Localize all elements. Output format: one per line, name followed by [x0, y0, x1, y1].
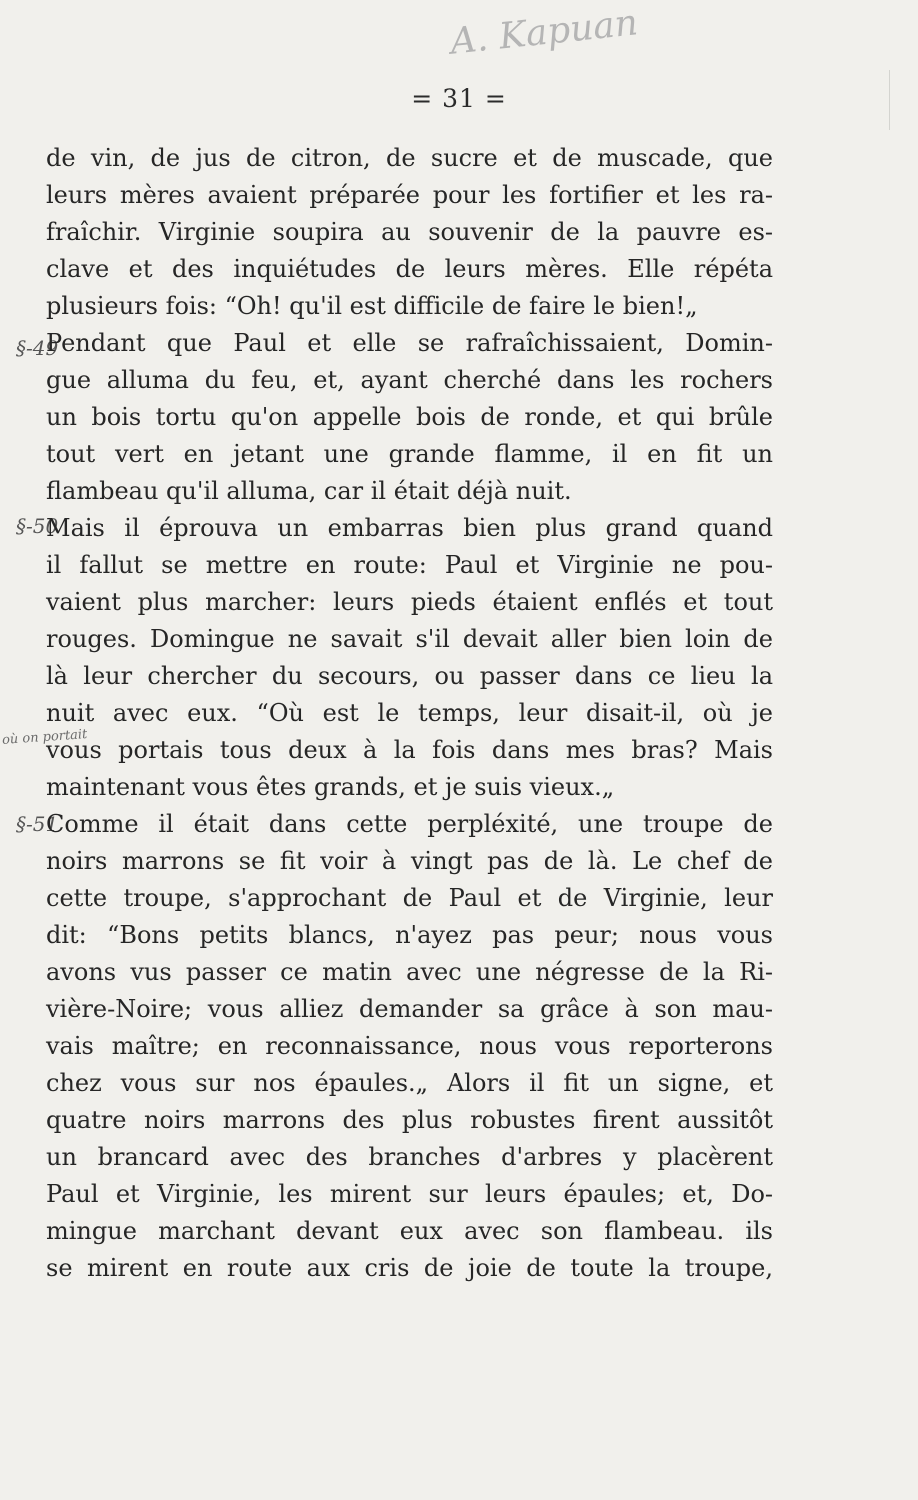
text-line: dit: “Bons petits blancs, n'ayez pas peur; nous vous	[46, 921, 773, 949]
text-line: avons vus passer ce matin avec une négresse de la Ri-	[46, 958, 773, 986]
margin-note-51: §-51	[16, 812, 59, 836]
text-line: un bois tortu qu'on appelle bois de ronde, et qui brûle	[46, 403, 773, 431]
margin-note-50: §-50	[16, 514, 59, 538]
text-line: mingue marchant devant eux avec son flambeau. ils	[46, 1217, 773, 1245]
text-line: fraîchir. Virginie soupira au souvenir de la pauvre es-	[46, 218, 773, 246]
text-line: clave et des inquiétudes de leurs mères. Elle répéta	[46, 255, 773, 283]
page-number: = 31 =	[411, 84, 507, 113]
text-line: rouges. Domingue ne savait s'il devait aller bien loin de	[46, 625, 773, 653]
handwritten-signature: A. Kapuan	[448, 2, 640, 63]
text-line: vaient plus marcher: leurs pieds étaient enflés et tout	[46, 588, 773, 616]
text-line: vais maître; en reconnaissance, nous vous reporterons	[46, 1032, 773, 1060]
text-line: flambeau qu'il alluma, car il était déjà nuit.	[46, 477, 572, 505]
text-line: noirs marrons se fit voir à vingt pas de là. Le chef de	[46, 847, 773, 875]
text-line: gue alluma du feu, et, ayant cherché dans les rochers	[46, 366, 773, 394]
text-line: Paul et Virginie, les mirent sur leurs épaules; et, Do-	[46, 1180, 773, 1208]
text-line: plusieurs fois: “Oh! qu'il est difficile de faire le bien!„	[46, 292, 698, 320]
text-line: vière-Noire; vous alliez demander sa grâce à son mau-	[46, 995, 773, 1023]
text-line: maintenant vous êtes grands, et je suis vieux.„	[46, 773, 615, 801]
text-line: nuit avec eux. “Où est le temps, leur disait-il, où je	[46, 699, 773, 727]
body-text	[46, 140, 773, 1287]
text-line: Comme il était dans cette perpléxité, une troupe de	[46, 810, 773, 838]
text-line: de vin, de jus de citron, de sucre et de muscade, que	[46, 144, 773, 172]
margin-note-49: §-49	[16, 336, 59, 360]
text-line: vous portais tous deux à la fois dans mes bras? Mais	[46, 736, 773, 764]
text-line: il fallut se mettre en route: Paul et Virginie ne pou-	[46, 551, 773, 579]
text-line: là leur chercher du secours, ou passer dans ce lieu la	[46, 662, 773, 690]
text-line: un brancard avec des branches d'arbres y placèrent	[46, 1143, 773, 1171]
text-line: chez vous sur nos épaules.„ Alors il fit un signe, et	[46, 1069, 773, 1097]
text-line: quatre noirs marrons des plus robustes firent aussitôt	[46, 1106, 773, 1134]
text-line: leurs mères avaient préparée pour les fortifier et les ra-	[46, 181, 773, 209]
text-line: tout vert en jetant une grande flamme, il en fit un	[46, 440, 773, 468]
text-line: Mais il éprouva un embarras bien plus grand quand	[46, 514, 773, 542]
text-line: cette troupe, s'approchant de Paul et de Virginie, leur	[46, 884, 773, 912]
margin-side-note: où on portait	[1, 727, 88, 748]
text-line: Pendant que Paul et elle se rafraîchissaient, Domin-	[46, 329, 773, 357]
text-line: se mirent en route aux cris de joie de toute la troupe,	[46, 1254, 773, 1282]
